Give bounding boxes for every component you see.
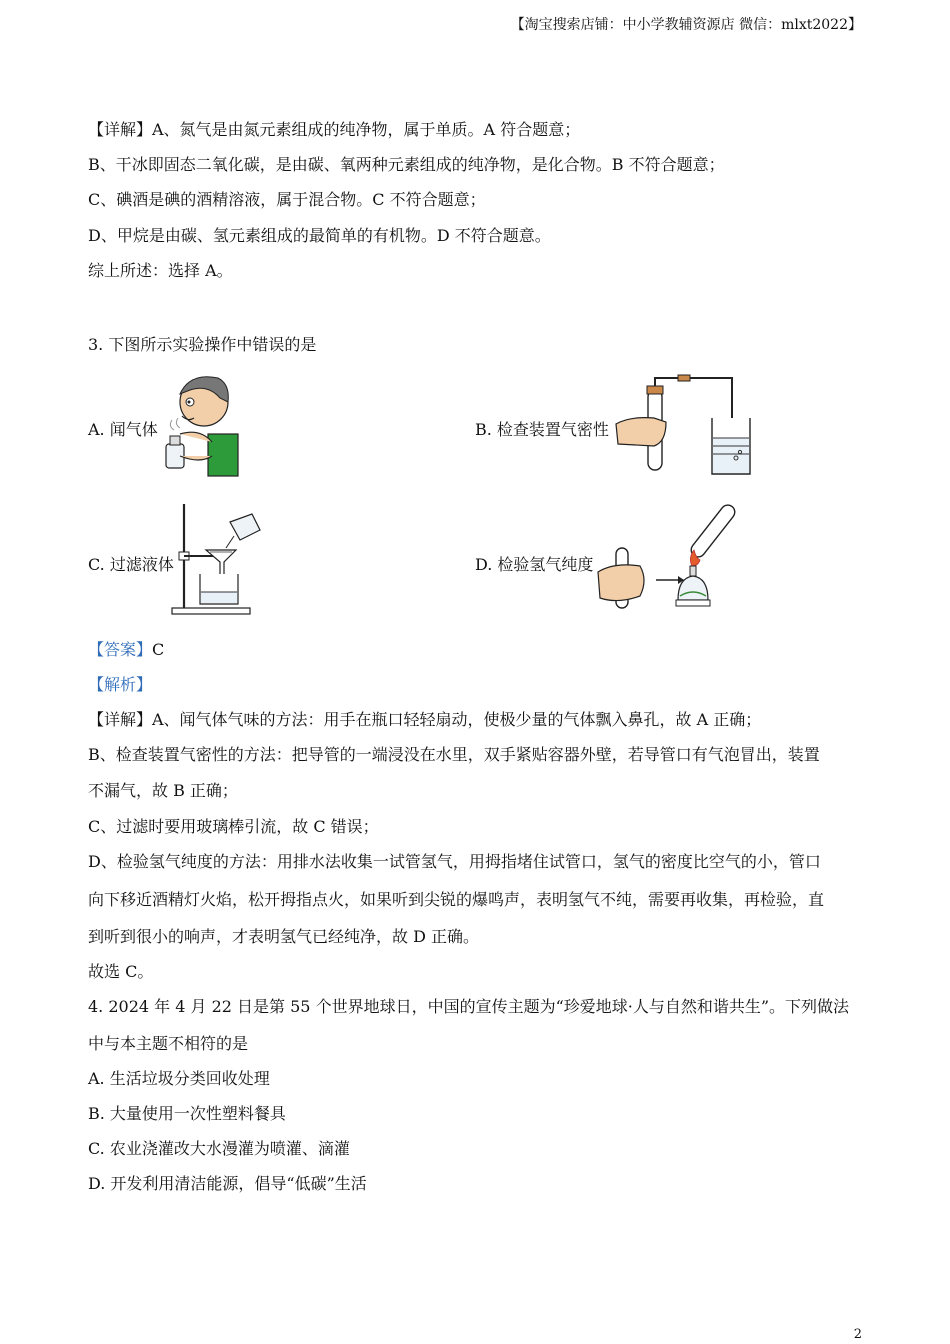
filtration-figure [170, 500, 266, 618]
q3-answer [88, 640, 164, 660]
q3-detail-line: 【详解】A、闻气体气味的方法：用手在瓶口轻轻扇动，使极少量的气体飘入鼻孔，故 A 正确； [88, 710, 762, 729]
q4-stem: 4. 2024 年 4 月 22 日是第 55 个世界地球日，中国的宣传主题为“珍爱地球·人与自然和谐共生”。下列做法 [88, 997, 850, 1016]
q4-option-a: A. 生活垃圾分类回收处理 [88, 1069, 270, 1088]
q3-detail-line: 到听到很小的响声，才表明氢气已经纯净，故 D 正确。 [88, 927, 480, 946]
q4-option-b: B. 大量使用一次性塑料餐具 [88, 1104, 286, 1123]
answer-label: 【答案】 [88, 640, 153, 659]
q2-conclusion: 综上所述：选择 A。 [88, 261, 233, 280]
q3-detail-line: D、检验氢气纯度的方法：用排水法收集一试管氢气，用拇指堵住试管口，氢气的密度比空气的小，管口 [88, 852, 821, 871]
q3-detail-line: 不漏气，故 B 正确； [88, 781, 238, 800]
q3-analysis-label: 【解析】 [88, 675, 153, 694]
q3-stem: 3. 下图所示实验操作中错误的是 [88, 335, 317, 354]
q3-option-a-label: A. 闻气体 [88, 420, 158, 439]
q2-detail-line: D、甲烷是由碳、氢元素组成的最简单的有机物。D 不符合题意。 [88, 226, 551, 245]
hydrogen-purity-figure [594, 500, 748, 618]
q3-detail-line: 向下移近酒精灯火焰，松开拇指点火，如果听到尖锐的爆鸣声，表明氢气不纯，需要再收集，再检验，直 [88, 890, 825, 909]
q2-detail-line: C、碘酒是碘的酒精溶液，属于混合物。C 不符合题意； [88, 190, 486, 209]
page-number: 2 [853, 1327, 862, 1342]
q3-option-c-label: C. 过滤液体 [88, 555, 174, 574]
smelling-gas-figure [160, 372, 242, 478]
answer-value: C [152, 640, 165, 659]
page-header: 【淘宝搜索店铺：中小学教辅资源店 微信：mlxt2022】 [510, 17, 862, 33]
q3-detail-line: C、过滤时要用玻璃棒引流，故 C 错误； [88, 817, 379, 836]
q3-detail-line: B、检查装置气密性的方法：把导管的一端浸没在水里，双手紧贴容器外壁，若导管口有气泡冒出，装置 [88, 745, 820, 764]
airtightness-check-figure [614, 372, 754, 476]
q3-option-b-label: B. 检查装置气密性 [475, 420, 609, 439]
q2-detail-line: 【详解】A、氮气是由氮元素组成的纯净物，属于单质。A 符合题意； [88, 120, 581, 139]
q4-option-d: D. 开发利用清洁能源，倡导“低碳”生活 [88, 1174, 367, 1193]
q3-conclusion: 故选 C。 [88, 962, 154, 981]
q4-option-c: C. 农业浇灌改大水漫灌为喷灌、滴灌 [88, 1139, 350, 1158]
q2-detail-line: B、干冰即固态二氧化碳，是由碳、氧两种元素组成的纯净物，是化合物。B 不符合题意； [88, 155, 725, 174]
q4-stem-continued: 中与本主题不相符的是 [88, 1034, 249, 1053]
q3-option-d-label: D. 检验氢气纯度 [475, 555, 594, 574]
